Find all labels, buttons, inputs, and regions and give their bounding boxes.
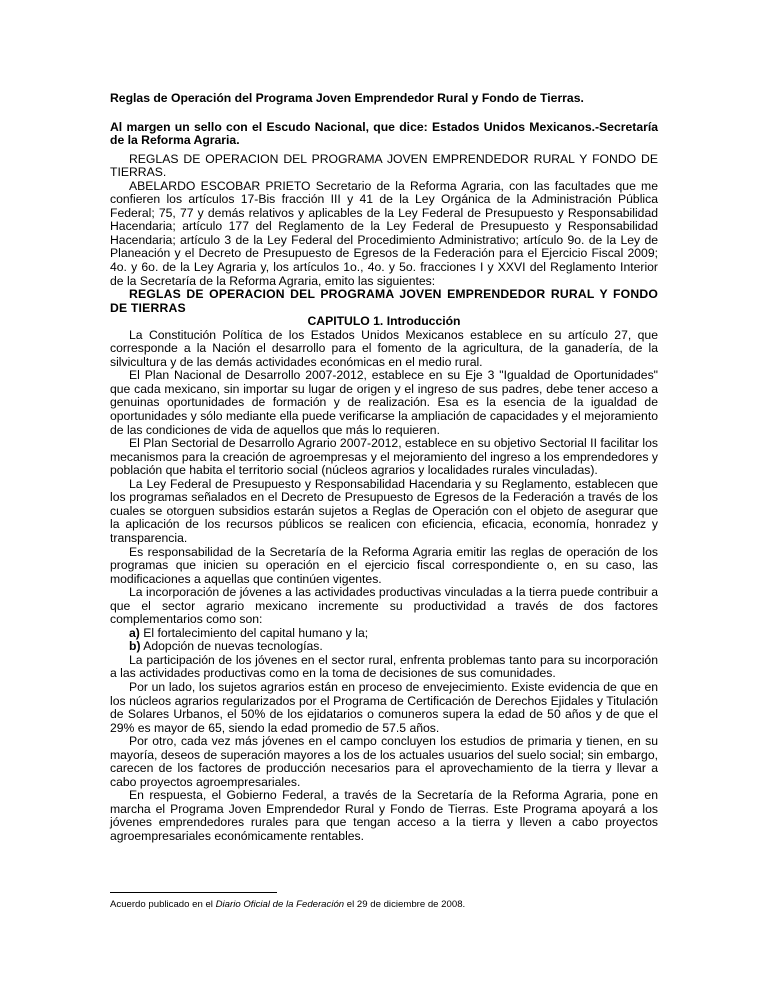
- stamp-note: Al margen un sello con el Escudo Nacional, que dice: Estados Unidos Mexicanos.-Secretaría de la Reforma Agraria.: [110, 119, 658, 148]
- list-text: Adopción de nuevas tecnologías.: [140, 639, 323, 654]
- body-paragraph: El Plan Nacional de Desarrollo 2007-2012, establece en su Eje 3 "Igualdad de Oportunidades" que cada mexicano, sin importar su lugar de origen y el ingreso de sus padres, debe tener acceso a genuinas oportunidades de formación y de realización. Esa es la esencia de la igualdad de oportunidades y sólo mediante ella puede verificarse la ampliación de capacidades y el mejoramiento de las condiciones de vida de aquellos que más lo requieren.: [110, 368, 658, 437]
- body-paragraph: La participación de los jóvenes en el sector rural, enfrenta problemas tanto para su incorporación a las actividades productivas como en la toma de decisiones de sus comunidades.: [110, 652, 658, 681]
- chapter-heading: CAPITULO 1. Introducción: [307, 314, 461, 329]
- list-item-a: [110, 627, 658, 641]
- footnote-divider: [110, 892, 277, 893]
- document-title: Reglas de Operación del Programa Joven Emprendedor Rural y Fondo de Tierras.: [110, 91, 584, 105]
- body-paragraph: El Plan Sectorial de Desarrollo Agrario 2007-2012, establece en su objetivo Sectorial II facilitar los mecanismos para la creación de agroempresas y el mejoramiento del ingreso a los emprendedores y población que habita el territorio social (núcleos agrarios y localidades rurales vinculadas).: [110, 436, 658, 478]
- footnote-prefix: Acuerdo publicado en el: [110, 899, 216, 910]
- list-item-b: [110, 640, 658, 654]
- body-paragraph: La incorporación de jóvenes a las actividades productivas vinculadas a la tierra puede contribuir a que el sector agrario mexicano incremente su productividad a través de dos factores complementarios como son:: [110, 585, 658, 627]
- list-text: El fortalecimiento del capital humano y la;: [139, 625, 369, 640]
- body-paragraph: La Constitución Política de los Estados Unidos Mexicanos establece en su artículo 27, que corresponde a la Nación el desarrollo para el fomento de la agricultura, de la ganadería, de la silvicultura y de las demás actividades económicas en el medio rural.: [110, 327, 658, 369]
- footnote-suffix: el 29 de diciembre de 2008.: [344, 899, 466, 910]
- body-paragraph: Es responsabilidad de la Secretaría de la Reforma Agraria emitir las reglas de operación de los programas que inicien su operación en el ejercicio fiscal correspondiente o, en su caso, las modificaciones a aquellas que continúen vigentes.: [110, 544, 658, 586]
- bold-heading: REGLAS DE OPERACION DEL PROGRAMA JOVEN EMPRENDEDOR RURAL Y FONDO DE TIERRAS: [110, 287, 658, 315]
- body-paragraph: La Ley Federal de Presupuesto y Responsabilidad Hacendaria y su Reglamento, establecen que los programas señalados en el Decreto de Presupuesto de Egresos de la Federación a través de los cuales se otorguen subsidios estarán sujetos a Reglas de Operación con el objeto de asegurar que la aplicación de los recursos públicos se realicen con eficiencia, eficacia, economía, honradez y transparencia.: [110, 476, 658, 545]
- list-marker: b): [129, 639, 141, 654]
- footnote: [110, 899, 465, 911]
- preamble-paragraph: ABELARDO ESCOBAR PRIETO Secretario de la Reforma Agraria, con las facultades que me confieren los artículos 17-Bis fracción III y 41 de la Ley Orgánica de la Administración Pública Federal; 75, 77 y demás relativos y aplicables de la Ley Federal de Presupuesto y Responsabilidad Hacendaria; artículo 177 del Reglamento de la Ley Federal de Presupuesto y Responsabilidad Hacendaria; artículo 3 de la Ley Federal del Procedimiento Administrativo; artículo 9o. de la Ley de Planeación y el Decreto de Presupuesto de Egresos de la Federación para el Ejercicio Fiscal 2009; 4o. y 6o. de la Ley Agraria y, los artículos 1o., 4o. y 5o. fracciones I y XXVI del Reglamento Interior de la Secretaría de la Reforma Agraria, emito las siguientes:: [110, 178, 658, 288]
- list-marker: a): [129, 625, 140, 640]
- body-paragraph: Por un lado, los sujetos agrarios están en proceso de envejecimiento. Existe evidencia de que en los núcleos agrarios regularizados por el Programa de Certificación de Derechos Ejidales y Titulación de Solares Urbanos, el 50% de los ejidatarios o comuneros supera la edad de 50 años y de que el 29% es mayor de 65, siendo la edad promedio de 57.5 años.: [110, 679, 658, 735]
- body-paragraph: Por otro, cada vez más jóvenes en el campo concluyen los estudios de primaria y tienen, en su mayoría, deseos de superación mayores a los de los actuales usuarios del suelo social; sin embargo, carecen de los factores de producción necesarios para el aprovechamiento de la tierra y llevar a cabo proyectos agroempresariales.: [110, 734, 658, 789]
- body-paragraph: En respuesta, el Gobierno Federal, a través de la Secretaría de la Reforma Agraria, pone en marcha el Programa Joven Emprendedor Rural y Fondo de Tierras. Este Programa apoyará a los jóvenes emprendedores rurales para que tengan acceso a la tierra y lleven a cabo proyectos agroempresariales económicamente rentables.: [110, 788, 658, 843]
- document-page: [110, 92, 658, 844]
- upper-heading: REGLAS DE OPERACION DEL PROGRAMA JOVEN EMPRENDEDOR RURAL Y FONDO DE TIERRAS.: [110, 151, 658, 180]
- footnote-publication: Diario Oficial de la Federación: [215, 899, 345, 910]
